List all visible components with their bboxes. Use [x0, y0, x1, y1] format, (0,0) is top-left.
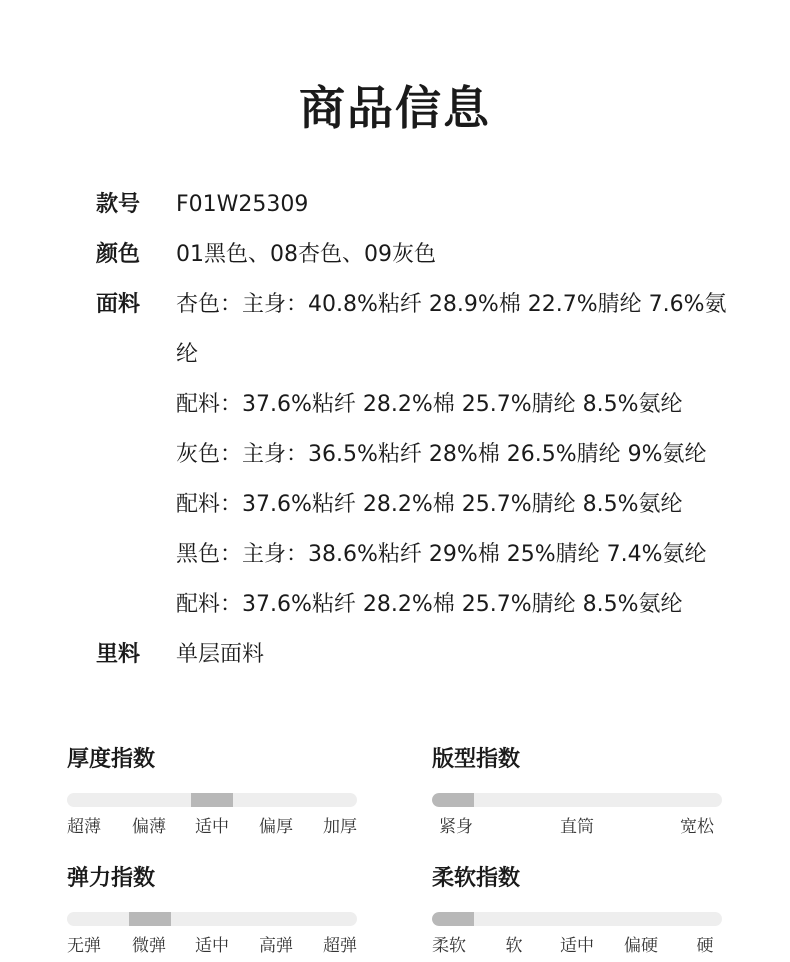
index-track [67, 912, 357, 926]
index-tick-label: 柔软 [432, 936, 466, 956]
info-value: 配料：37.6%粘纤 28.2%棉 25.7%腈纶 8.5%氨纶 [176, 592, 683, 617]
index-tick-label: 适中 [195, 936, 229, 956]
info-label: 面料 [96, 292, 141, 317]
info-values [176, 230, 776, 280]
info-value: 灰色：主身：36.5%粘纤 28%棉 26.5%腈纶 9%氨纶 [176, 442, 707, 467]
index-tick-label: 宽松 [680, 817, 714, 837]
index-title: 弹力指数 [67, 866, 156, 891]
index-track [432, 793, 722, 807]
info-values [176, 180, 776, 230]
index-tick-label: 偏厚 [259, 817, 293, 837]
info-value: 纶 [176, 342, 199, 367]
info-row-lining [96, 630, 776, 680]
index-track [432, 912, 722, 926]
index-title: 厚度指数 [67, 747, 156, 772]
elasticity-index [67, 864, 357, 956]
index-tick-label: 偏薄 [132, 817, 166, 837]
index-tick-label: 微弹 [132, 936, 166, 956]
index-tick-label: 软 [505, 936, 523, 956]
index-ticks [67, 934, 357, 958]
index-title: 版型指数 [432, 747, 521, 772]
info-value: 黑色：主身：38.6%粘纤 29%棉 25%腈纶 7.4%氨纶 [176, 542, 707, 567]
index-fill [191, 793, 233, 807]
index-title: 柔软指数 [432, 866, 521, 891]
index-tick-label: 硬 [696, 936, 714, 956]
info-value: 配料：37.6%粘纤 28.2%棉 25.7%腈纶 8.5%氨纶 [176, 392, 683, 417]
fit-index [432, 745, 722, 837]
info-value: 单层面料 [176, 642, 265, 667]
softness-index [432, 864, 722, 956]
info-values [176, 280, 776, 630]
info-label: 里料 [96, 642, 141, 667]
index-ticks [432, 934, 722, 958]
index-tick-label: 直筒 [560, 817, 594, 837]
index-tick-label: 超薄 [67, 817, 101, 837]
info-label: 颜色 [96, 242, 141, 267]
info-value: 杏色：主身：40.8%粘纤 28.9%棉 22.7%腈纶 7.6%氨 [176, 292, 727, 317]
index-tick-label: 适中 [195, 817, 229, 837]
thickness-index [67, 745, 357, 837]
info-values [176, 630, 776, 680]
info-value: 01黑色、08杏色、09灰色 [176, 242, 436, 267]
product-info-list [96, 180, 776, 680]
info-row-color [96, 230, 776, 280]
index-fill [432, 912, 474, 926]
page-title: 商品信息 [299, 81, 491, 135]
index-tick-label: 紧身 [439, 817, 473, 837]
index-tick-label: 高弹 [259, 936, 293, 956]
index-tick-label: 超弹 [323, 936, 357, 956]
index-fill [432, 793, 474, 807]
index-track [67, 793, 357, 807]
info-row-fabric [96, 280, 776, 630]
info-label: 款号 [96, 192, 141, 217]
index-ticks [67, 815, 357, 839]
index-tick-label: 偏硬 [624, 936, 658, 956]
index-ticks [432, 815, 722, 839]
info-value: 配料：37.6%粘纤 28.2%棉 25.7%腈纶 8.5%氨纶 [176, 492, 683, 517]
info-row-style-number [96, 180, 776, 230]
index-tick-label: 适中 [560, 936, 594, 956]
index-tick-label: 加厚 [323, 817, 357, 837]
index-tick-label: 无弹 [67, 936, 101, 956]
index-fill [129, 912, 171, 926]
info-value: F01W25309 [176, 192, 309, 217]
